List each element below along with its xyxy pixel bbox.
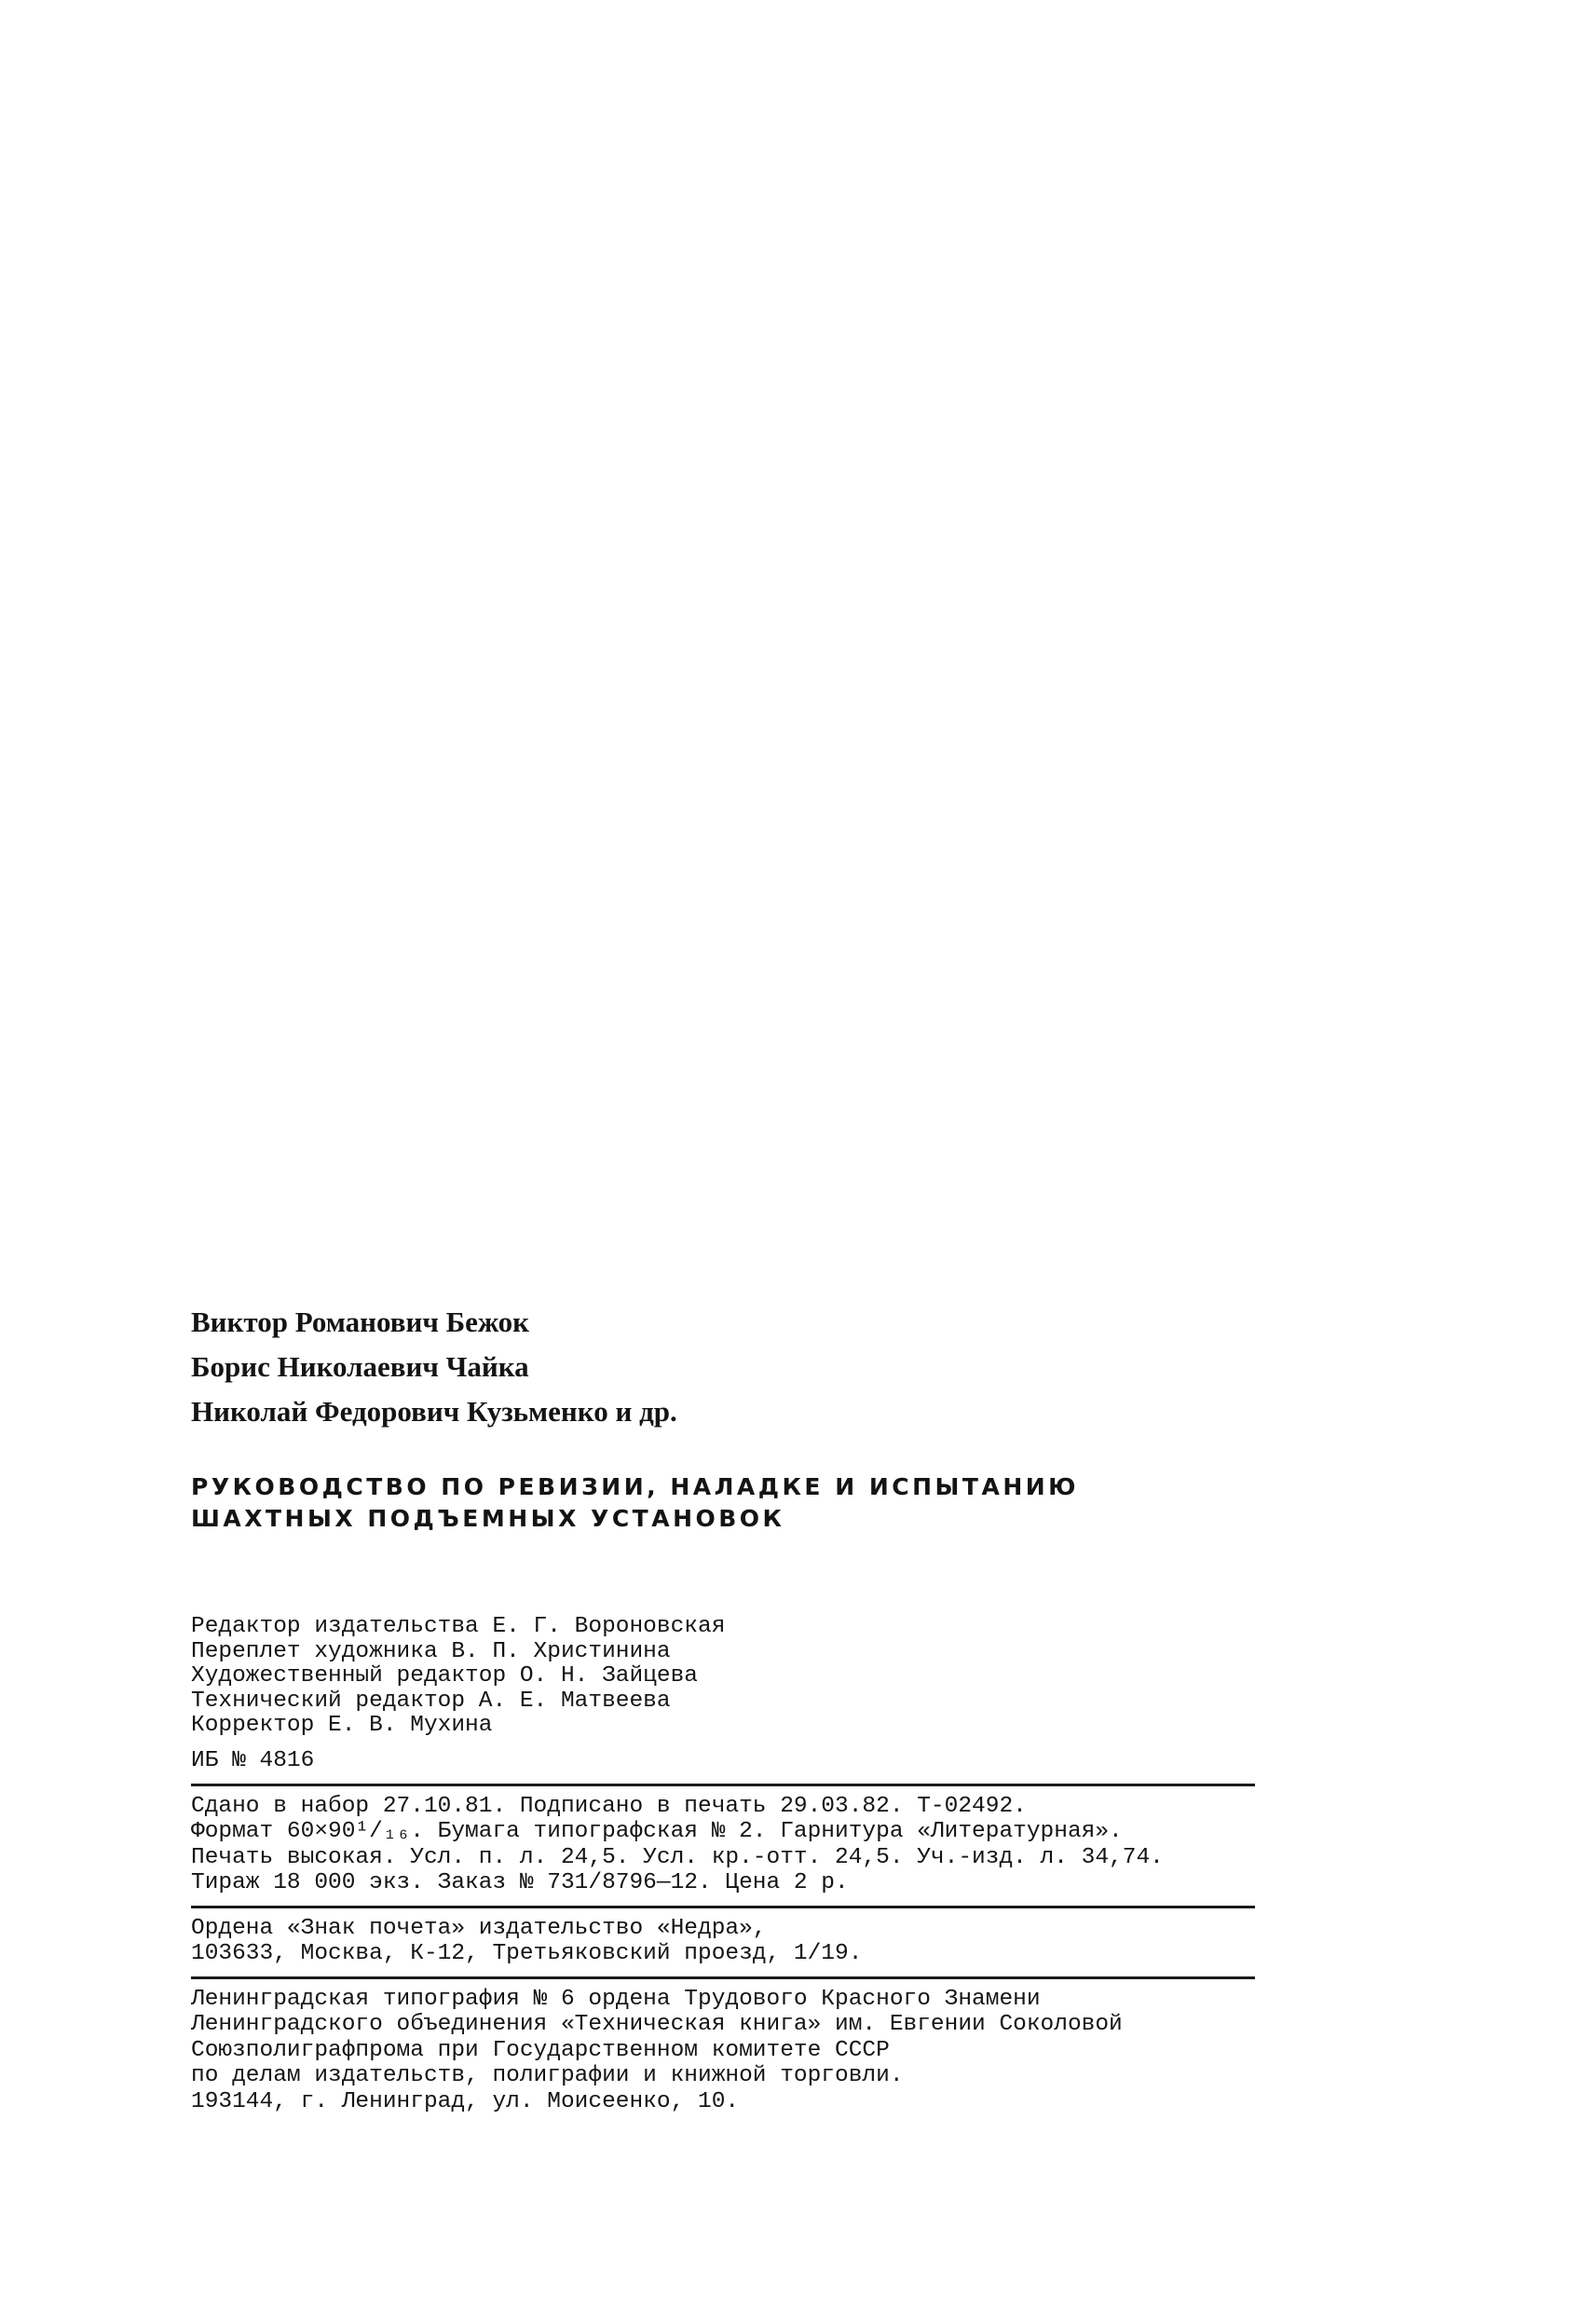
author-name: Виктор Романович Бежок (191, 1306, 529, 1338)
print-detail-line: Формат 60×90¹/₁₆. Бумага типографская № 2. Гарнитура «Литературная». (191, 1819, 1123, 1844)
print-detail-line: Тираж 18 000 экз. Заказ № 731/8796—12. Цена 2 р. (191, 1870, 849, 1895)
author-name: Николай Федорович Кузьменко и др. (191, 1395, 677, 1428)
printer-line: 193144, г. Ленинград, ул. Моисеенко, 10. (191, 2088, 740, 2114)
book-title-line: РУКОВОДСТВО ПО РЕВИЗИИ, НАЛАДКЕ И ИСПЫТАНИЮ (191, 1473, 1080, 1500)
printer-line: Союзполиграфпрома при Государственном комитете СССР (191, 2037, 890, 2063)
printer-line: Ленинградского объединения «Техническая книга» им. Евгении Соколовой (191, 2012, 1123, 2037)
print-details (191, 1794, 1255, 1896)
printer-line: Ленинградская типография № 6 ордена Трудового Красного Знамени (191, 1986, 1041, 2012)
staff-line: Корректор Е. В. Мухина (191, 1713, 493, 1738)
printer-line: по делам издательств, полиграфии и книжной торговли. (191, 2063, 904, 2088)
authors-list (191, 1300, 1255, 1434)
printer-info (191, 1987, 1255, 2115)
divider (191, 1976, 1255, 1979)
publisher-line: Ордена «Знак почета» издательство «Недра», (191, 1915, 767, 1941)
staff-line: Художественный редактор О. Н. Зайцева (191, 1663, 698, 1689)
staff-line: Технический редактор А. Е. Матвеева (191, 1688, 671, 1714)
publisher-info (191, 1916, 1255, 1967)
book-title (191, 1471, 1255, 1535)
staff-line: Переплет художника В. П. Христинина (191, 1638, 671, 1664)
author-name: Борис Николаевич Чайка (191, 1350, 529, 1383)
print-detail-line: Печать высокая. Усл. п. л. 24,5. Усл. кр.-отт. 24,5. Уч.-изд. л. 34,74. (191, 1844, 1164, 1870)
staff-line: Редактор издательства Е. Г. Вороновская (191, 1614, 726, 1639)
publisher-line: 103633, Москва, К-12, Третьяковский проезд, 1/19. (191, 1941, 863, 1966)
imprint-page (191, 1300, 1255, 2114)
ib-number: ИБ № 4816 (191, 1747, 315, 1773)
divider (191, 1906, 1255, 1908)
divider (191, 1784, 1255, 1786)
print-detail-line: Сдано в набор 27.10.81. Подписано в печать 29.03.82. Т-02492. (191, 1793, 1027, 1819)
editorial-staff (191, 1615, 1255, 1739)
book-title-line: ШАХТНЫХ ПОДЪЕМНЫХ УСТАНОВОК (191, 1505, 785, 1532)
